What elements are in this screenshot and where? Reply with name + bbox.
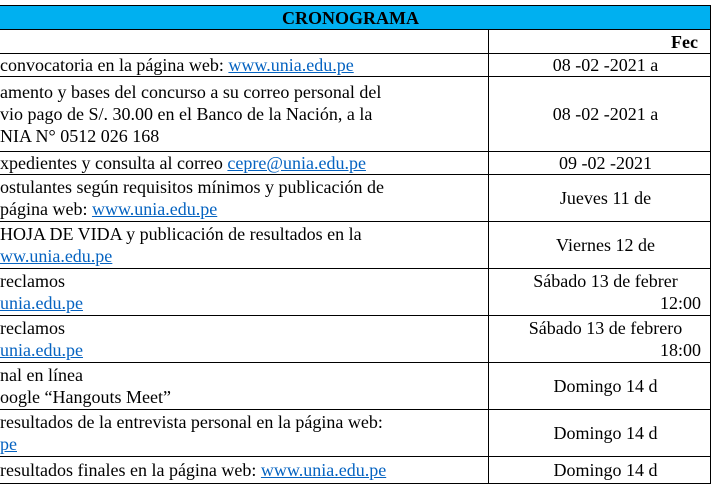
activity-line (0, 54, 488, 76)
activity-header (0, 30, 489, 54)
table-row (0, 54, 711, 77)
date-text: Sábado 13 de febrero (528, 318, 683, 338)
activity-text: resultados de la entrevista personal en la página web: (0, 412, 383, 432)
activity-text: reclamos (0, 271, 65, 291)
activity-cell (0, 222, 489, 269)
date-cell (489, 363, 711, 410)
date-text: Domingo 14 d (553, 460, 658, 480)
activity-text: reclamos (0, 318, 65, 338)
date-cell (489, 77, 711, 152)
activity-line (0, 103, 488, 125)
date-cell (489, 222, 711, 269)
activity-line (0, 223, 488, 245)
activity-link[interactable]: www.unia.edu.pe (228, 55, 354, 75)
activity-text: ostulantes según requisitos mínimos y publicación de (0, 177, 384, 197)
activity-line (0, 152, 488, 174)
date-cell (489, 410, 711, 457)
activity-link[interactable]: www.unia.edu.pe (260, 460, 387, 480)
activity-text: NIA N° 0512 026 168 (0, 126, 160, 146)
activity-cell (0, 410, 489, 457)
activity-link[interactable]: www.unia.edu.pe (91, 199, 218, 219)
date-cell (489, 316, 711, 363)
date-text: 18:00 (659, 340, 701, 360)
table-row (0, 410, 711, 457)
table-row (0, 363, 711, 410)
date-cell (489, 152, 711, 175)
activity-text: oogle “Hangouts Meet” (0, 387, 171, 407)
table-row (0, 457, 711, 484)
activity-line (0, 317, 488, 339)
table-title-row (0, 6, 711, 30)
activity-cell (0, 457, 489, 484)
activity-text: vio pago de S/. 30.00 en el Banco de la Nación, a la (0, 104, 373, 124)
table-row (0, 222, 711, 269)
activity-link[interactable]: unia.edu.pe (0, 293, 83, 313)
activity-text: convocatoria en la página web: (0, 55, 229, 75)
activity-cell (0, 363, 489, 410)
date-cell (489, 54, 711, 77)
date-text: Viernes 12 de (556, 235, 655, 255)
activity-cell (0, 54, 489, 77)
activity-line (0, 125, 488, 147)
activity-line (0, 339, 488, 361)
activity-text: xpedientes y consulta al correo (0, 153, 228, 173)
activity-line (0, 433, 488, 455)
date-cell (489, 269, 711, 316)
activity-line (0, 270, 488, 292)
date-text: Domingo 14 d (553, 423, 658, 443)
activity-text: amento y bases del concurso a su correo personal del (0, 82, 382, 102)
activity-line (0, 81, 488, 103)
activity-link[interactable]: ww.unia.edu.pe (0, 246, 113, 266)
schedule-table (0, 5, 711, 484)
activity-link[interactable]: unia.edu.pe (0, 340, 83, 360)
table-row (0, 175, 711, 222)
activity-line (0, 198, 488, 220)
table-row (0, 316, 711, 363)
activity-line (0, 364, 488, 386)
activity-line (0, 386, 488, 408)
date-text: 08 -02 -2021 a (552, 55, 659, 75)
table-header-row (0, 30, 711, 54)
activity-link[interactable]: pe (0, 434, 17, 454)
date-cell (489, 175, 711, 222)
activity-text: página web: (0, 199, 92, 219)
date-text: 12:00 (659, 293, 701, 313)
activity-cell (0, 77, 489, 152)
date-text: Domingo 14 d (553, 376, 658, 396)
activity-cell (0, 316, 489, 363)
date-text: Jueves 11 de (559, 188, 652, 208)
activity-link[interactable]: cepre@unia.edu.pe (227, 153, 366, 173)
activity-cell (0, 175, 489, 222)
activity-cell (0, 152, 489, 175)
table-row (0, 77, 711, 152)
table-row (0, 269, 711, 316)
date-cell (489, 457, 711, 484)
date-text: 09 -02 -2021 (559, 153, 652, 173)
activity-line (0, 292, 488, 314)
activity-text: nal en línea (0, 365, 83, 385)
activity-text: resultados finales en la página web: (0, 460, 261, 480)
activity-cell (0, 269, 489, 316)
date-text: Sábado 13 de febrer (533, 271, 678, 291)
table-row (0, 152, 711, 175)
date-text: 08 -02 -2021 a (552, 104, 659, 124)
activity-line (0, 176, 488, 198)
activity-line (0, 245, 488, 267)
activity-line (0, 411, 488, 433)
table-title: CRONOGRAMA (0, 6, 711, 30)
date-header: Fec (489, 30, 711, 54)
activity-text: HOJA DE VIDA y publicación de resultados en la (0, 224, 362, 244)
activity-line (0, 459, 488, 481)
